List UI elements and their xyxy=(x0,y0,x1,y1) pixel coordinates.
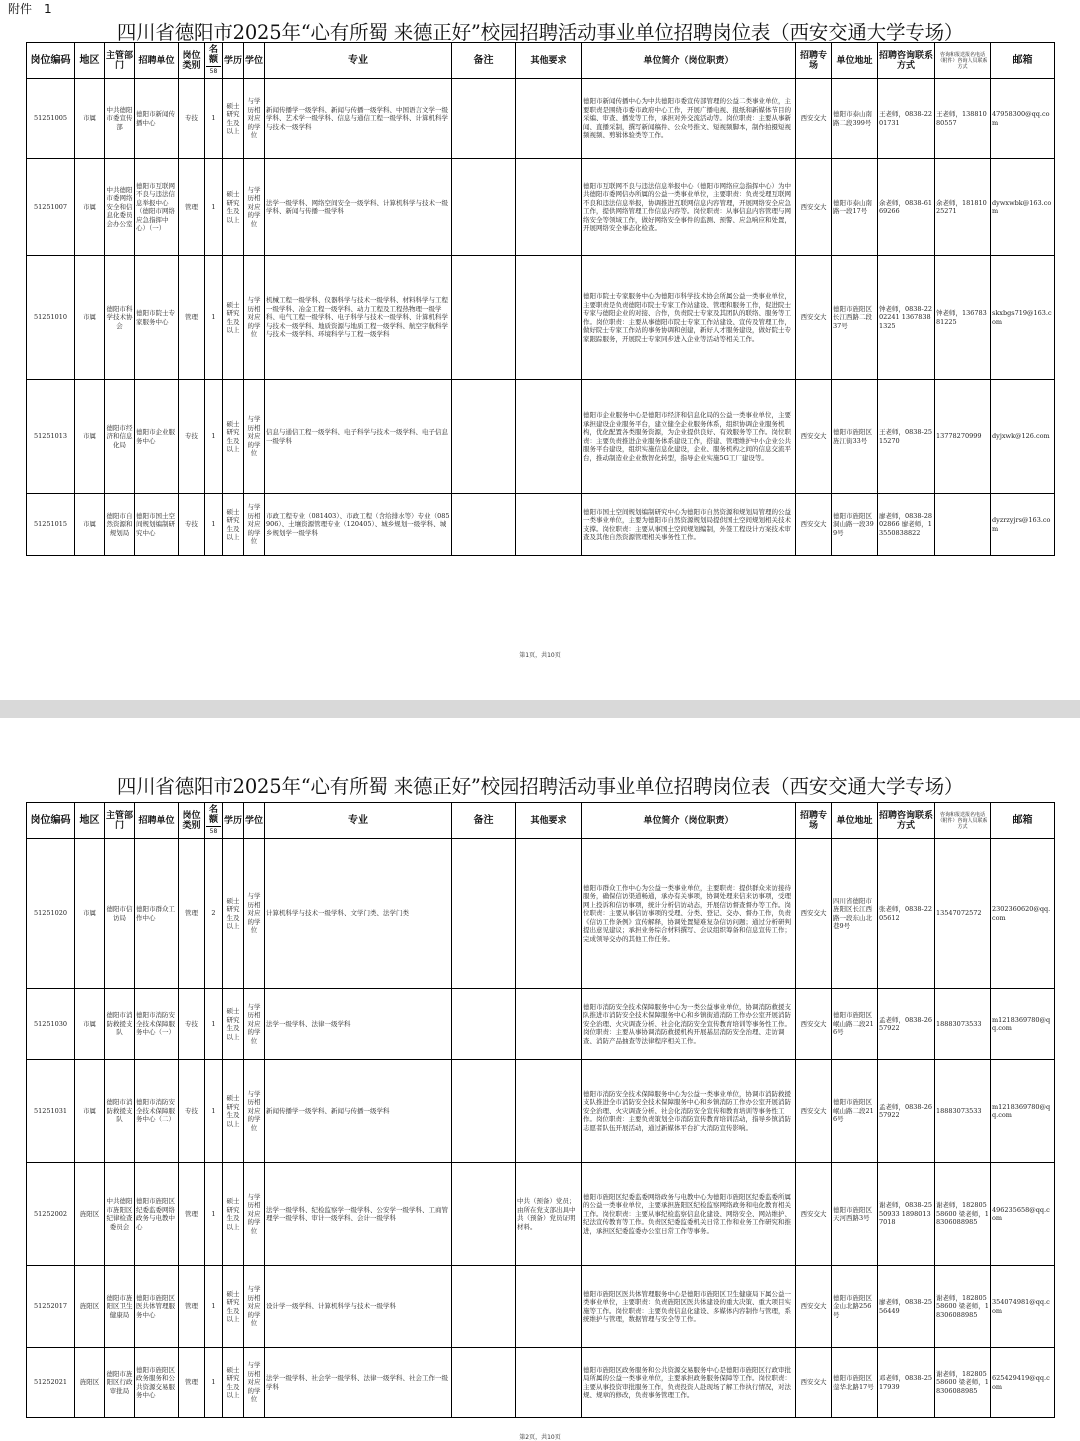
cell-email: 2302360620@qq.com xyxy=(991,839,1055,989)
cell-code: 51252002 xyxy=(27,1163,75,1266)
cell-count: 1 xyxy=(205,159,223,256)
header-signup: 咨询和报送报名电话（附件）咨询人员联系方式 xyxy=(935,43,991,79)
cell-area: 旌阳区 xyxy=(75,1163,105,1266)
cell-other xyxy=(516,159,582,256)
cell-remark xyxy=(452,79,516,159)
cell-edu: 硕士研究生及以上 xyxy=(223,1348,244,1418)
cell-type: 管理 xyxy=(179,1348,205,1418)
cell-intro: 德阳市旌阳区政务服务和公共资源交易服务中心是德阳市旌阳区行政审批局所属的公益一类事业单位，主要承担政务服务保障等工作。岗位职责：主要从事投资审批服务工作，负责投资人赴现场了解工作执行情况，对法规、规章的修改，负责事务管理工作。 xyxy=(582,1348,796,1418)
cell-code: 51251020 xyxy=(27,839,75,989)
cell-area: 市属 xyxy=(75,494,105,556)
cell-unit: 德阳市互联网不良与违法信息举报中心（德阳市网络应急指挥中心）（一） xyxy=(135,159,179,256)
cell-remark xyxy=(452,380,516,494)
cell-intro: 德阳市院士专家服务中心为德阳市科学技术协会所属公益一类事业单位，主要职责是负责德阳市院士专家工作站建设、管理和服务工作，促进院士专家与德阳企业的对接、合作，负责院士专家及其团队的联络、服务等工作。岗位职责：主要从事德阳市院士专家工作站建设、宣传及管理工作，做好院士专家工作站的事务协调和创建，新好人才服务建设，做好院士专家跟踪服务，开展院士专家同步进入企业等活动等相关工作。 xyxy=(582,256,796,380)
header-email: 邮箱 xyxy=(991,43,1055,79)
cell-signup: 余老师，18181025271 xyxy=(935,159,991,256)
cell-signup: 谢老师，18280558600 梁老师，18306088985 xyxy=(935,1266,991,1348)
header-unit: 招聘单位 xyxy=(135,43,179,79)
page-title: 四川省德阳市2025年“心有所蜀 来德正好”校园招聘活动事业单位招聘岗位表（西安交通大学专场） xyxy=(116,775,964,798)
cell-signup: 18883073533 xyxy=(935,1060,991,1163)
header-area: 地区 xyxy=(75,803,105,839)
cell-unit: 德阳市旌阳区纪委监委网络政务与电教中心 xyxy=(135,1163,179,1266)
cell-addr: 德阳市旌阳区岷山路二段216号 xyxy=(832,1060,878,1163)
cell-email: 625429419@qq.com xyxy=(991,1348,1055,1418)
cell-code: 51251010 xyxy=(27,256,75,380)
cell-major: 市政工程专业（081403）、市政工程（含给排水等）专业（085906）、土壤资源管理专业（120405）、城乡规划一级学科、城乡规划学一级学科 xyxy=(265,494,452,556)
header-intro: 单位简介（岗位职责） xyxy=(582,803,796,839)
cell-major: 设计学一级学科、计算机科学与技术一级学科 xyxy=(265,1266,452,1348)
cell-addr: 四川省德阳市旌阳区长江西路一段东山北巷9号 xyxy=(832,839,878,989)
cell-count: 1 xyxy=(205,1348,223,1418)
cell-contact: 孟老师，0838-2657922 xyxy=(878,989,935,1060)
table-row xyxy=(27,839,1055,989)
cell-addr: 德阳市旌阳区岷山路二段216号 xyxy=(832,989,878,1060)
cell-signup: 18883073533 xyxy=(935,989,991,1060)
cell-intro: 德阳市新闻传播中心为中共德阳市委宣传部管理的公益二类事业单位，主要职责是围绕市委市政府中心工作，开展广播电视、报纸和新媒体节目的采编、审查、播发等工作，承担对外交流活动等。岗位职责：主要从事新闻、直播采制，撰写新闻稿件、公众号推文、短视频脚本，制作拍摄短视频视频、剪辑体验类等工作。 xyxy=(582,79,796,159)
cell-major: 计算机科学与技术一级学科、文学门类、法学门类 xyxy=(265,839,452,989)
cell-dept: 中共德阳市委网络安全和信息化委员会办公室 xyxy=(105,159,135,256)
cell-email: dyjxwk@126.com xyxy=(991,380,1055,494)
document-page-2 xyxy=(0,718,1080,1440)
cell-type: 管理 xyxy=(179,1266,205,1348)
cell-session: 西安交大 xyxy=(796,380,832,494)
cell-session: 西安交大 xyxy=(796,494,832,556)
cell-code: 51251005 xyxy=(27,79,75,159)
cell-degree: 与学历相对应的学位 xyxy=(244,1266,265,1348)
cell-area: 市属 xyxy=(75,159,105,256)
cell-dept: 德阳市科学技术协会 xyxy=(105,256,135,380)
cell-type: 管理 xyxy=(179,839,205,989)
cell-other xyxy=(516,1266,582,1348)
cell-remark xyxy=(452,1060,516,1163)
header-addr: 单位地址 xyxy=(832,43,878,79)
cell-signup: 13547072572 xyxy=(935,839,991,989)
cell-contact: 谢老师，0838-2550933 18980137018 xyxy=(878,1163,935,1266)
table-row xyxy=(27,380,1055,494)
cell-session: 西安交大 xyxy=(796,1060,832,1163)
cell-email: 496235658@qq.com xyxy=(991,1163,1055,1266)
cell-unit: 德阳市国土空间规划编制研究中心 xyxy=(135,494,179,556)
table-row xyxy=(27,1348,1055,1418)
cell-intro: 德阳市互联网不良与违法信息举报中心（德阳市网络应急指挥中心）为中共德阳市委网信办所属的公益一类事业单位，主要职责：负责受理互联网不良和违法信息举报，协调推进互联网信息内容管理，开展网络安全应急工作，提供网络管理工作信息内容等。岗位职责：从事信息内容管理与网络安全等领域工作，做好网络安全事件的监测、预警、应急响应和处置，开展网络安全事态化检查。 xyxy=(582,159,796,256)
cell-session: 西安交大 xyxy=(796,839,832,989)
cell-other xyxy=(516,839,582,989)
cell-contact: 孟老师，0838-2657922 xyxy=(878,1060,935,1163)
header-major: 专业 xyxy=(265,43,452,79)
table-row xyxy=(27,1266,1055,1348)
header-degree: 学位 xyxy=(244,43,265,79)
cell-count: 1 xyxy=(205,1163,223,1266)
table-row xyxy=(27,494,1055,556)
cell-email: m1218369780@qq.com xyxy=(991,989,1055,1060)
cell-type: 专技 xyxy=(179,1060,205,1163)
cell-addr: 德阳市旌阳区天河西路3号 xyxy=(832,1163,878,1266)
page-separator xyxy=(0,700,1080,718)
cell-dept: 德阳市信访局 xyxy=(105,839,135,989)
cell-remark xyxy=(452,1266,516,1348)
page-footer: 第1页，共10页 xyxy=(519,652,561,659)
cell-contact: 王老师，0838-2201731 xyxy=(878,79,935,159)
header-unit: 招聘单位 xyxy=(135,803,179,839)
cell-contact: 廖老师，0838-2802866 廖老师，13550838822 xyxy=(878,494,935,556)
cell-count: 1 xyxy=(205,989,223,1060)
cell-edu: 硕士研究生及以上 xyxy=(223,1266,244,1348)
cell-other xyxy=(516,494,582,556)
cell-code: 51251031 xyxy=(27,1060,75,1163)
cell-dept: 德阳市经济和信息化局 xyxy=(105,380,135,494)
cell-code: 51252017 xyxy=(27,1266,75,1348)
cell-signup: 钟老师，13678381225 xyxy=(935,256,991,380)
cell-count: 1 xyxy=(205,380,223,494)
cell-other: 中共（预备）党员；由所在党支部出具中共（预备）党员证明材料。 xyxy=(516,1163,582,1266)
cell-addr: 德阳市旌阳区洞山路一段399号 xyxy=(832,494,878,556)
cell-major: 法学一级学科、法律一级学科 xyxy=(265,989,452,1060)
cell-major: 新闻传播学一级学科、新闻与传播一级学科、中国语言文学一级学科、艺术学一级学科、信息与通信工程一级学科、计算机科学与技术一级学科 xyxy=(265,79,452,159)
cell-major: 信息与通信工程一级学科、电子科学与技术一级学科、电子信息一级学科 xyxy=(265,380,452,494)
cell-degree: 与学历相对应的学位 xyxy=(244,1348,265,1418)
cell-unit: 德阳市群众工作中心 xyxy=(135,839,179,989)
header-dept: 主管部门 xyxy=(105,803,135,839)
cell-edu: 硕士研究生及以上 xyxy=(223,256,244,380)
table-row xyxy=(27,256,1055,380)
cell-code: 51252021 xyxy=(27,1348,75,1418)
cell-contact: 邓老师，0838-2517939 xyxy=(878,1348,935,1418)
cell-edu: 硕士研究生及以上 xyxy=(223,380,244,494)
cell-remark xyxy=(452,1348,516,1418)
cell-contact: 余老师，0838-6169266 xyxy=(878,159,935,256)
cell-edu: 硕士研究生及以上 xyxy=(223,989,244,1060)
header-session: 招聘专场 xyxy=(796,43,832,79)
cell-degree: 与学历相对应的学位 xyxy=(244,839,265,989)
cell-degree: 与学历相对应的学位 xyxy=(244,159,265,256)
header-remark: 备注 xyxy=(452,43,516,79)
cell-other xyxy=(516,1060,582,1163)
header-major: 专业 xyxy=(265,803,452,839)
cell-area: 市属 xyxy=(75,79,105,159)
cell-signup xyxy=(935,494,991,556)
cell-contact: 廖老师，0838-2556449 xyxy=(878,1266,935,1348)
cell-type: 专技 xyxy=(179,79,205,159)
cell-major: 法学一级学科、纪检监察学一级学科、公安学一级学科、工商管理学一级学科、审计一级学科、会计一级学科 xyxy=(265,1163,452,1266)
cell-count: 1 xyxy=(205,79,223,159)
cell-addr: 德阳市旌阳区旌江街33号 xyxy=(832,380,878,494)
header-signup: 咨询和报送报名电话（附件）咨询人员联系方式 xyxy=(935,803,991,839)
cell-email: m1218369780@qq.com xyxy=(991,1060,1055,1163)
header-type: 岗位类别 xyxy=(179,803,205,839)
cell-count: 1 xyxy=(205,494,223,556)
cell-major: 法学一级学科、社会学一级学科、法律一级学科、社会工作一级学科 xyxy=(265,1348,452,1418)
header-email: 邮箱 xyxy=(991,803,1055,839)
cell-major: 新闻传播学一级学科、新闻与传播一级学科 xyxy=(265,1060,452,1163)
cell-signup: 谢老师，18280558600 梁老师，18306088985 xyxy=(935,1348,991,1418)
header-edu: 学历 xyxy=(223,43,244,79)
cell-intro: 德阳市消防安全技术保障服务中心为一类公益事业单位，协调消防救援支队推进市消防安全技术保障服务中心和乡镇街道消防工作办公室开展消防安全治理、火灾调查分析、社会化消防安全宣传教育培训等事务性工作。岗位职责：主要从事协调消防救援机构开展基层消防安全治理、走访调查、消防产品抽查等法律程序相关工作。 xyxy=(582,989,796,1060)
cell-dept: 中共德阳市旌阳区纪律检查委员会 xyxy=(105,1163,135,1266)
table-row xyxy=(27,159,1055,256)
cell-session: 西安交大 xyxy=(796,1163,832,1266)
cell-major: 机械工程一级学科、仪器科学与技术一级学科、材料科学与工程一级学科、冶金工程一级学科、动力工程及工程热物理一级学科、电气工程一级学科、电子科学与技术一级学科、计算机科学与技术一级学科、地质资源与地质工程一级学科、航空宇航科学与技术一级学科、环境科学与工程一级学科 xyxy=(265,256,452,380)
cell-unit: 德阳市企业服务中心 xyxy=(135,380,179,494)
recruitment-table xyxy=(26,802,1055,1418)
cell-type: 管理 xyxy=(179,1163,205,1266)
cell-area: 市属 xyxy=(75,380,105,494)
cell-type: 专技 xyxy=(179,380,205,494)
cell-intro: 德阳市旌阳区医共体管理服务中心是德阳市旌阳区卫生健康局下属公益一类事业单位，主要职责：负责旌阳区医共体建设的重大决策、重大项目实施等工作。岗位职责：主要负责信息化建设、多媒体内容制作与管理，系统维护与管理，数据管理与安全等工作。 xyxy=(582,1266,796,1348)
cell-signup: 谢老师，18280558600 梁老师，18306088985 xyxy=(935,1163,991,1266)
cell-degree: 与学历相对应的学位 xyxy=(244,1060,265,1163)
cell-area: 市属 xyxy=(75,839,105,989)
cell-type: 专技 xyxy=(179,494,205,556)
cell-contact: 钟老师，0838-2202241 13678381325 xyxy=(878,256,935,380)
cell-edu: 硕士研究生及以上 xyxy=(223,1163,244,1266)
cell-addr: 德阳市旌阳区金山北路256号 xyxy=(832,1266,878,1348)
cell-addr: 德阳市泰山南路一段17号 xyxy=(832,159,878,256)
cell-degree: 与学历相对应的学位 xyxy=(244,1163,265,1266)
cell-degree: 与学历相对应的学位 xyxy=(244,79,265,159)
cell-degree: 与学历相对应的学位 xyxy=(244,989,265,1060)
cell-addr: 德阳市泰山南路二段399号 xyxy=(832,79,878,159)
cell-other xyxy=(516,1348,582,1418)
header-count: 名额 58 xyxy=(205,43,223,79)
cell-area: 市属 xyxy=(75,989,105,1060)
cell-remark xyxy=(452,494,516,556)
cell-count: 1 xyxy=(205,256,223,380)
cell-type: 管理 xyxy=(179,256,205,380)
cell-session: 西安交大 xyxy=(796,1266,832,1348)
cell-email: skxbgs719@163.com xyxy=(991,256,1055,380)
cell-unit: 德阳市旌阳区医共体管理服务中心 xyxy=(135,1266,179,1348)
cell-session: 西安交大 xyxy=(796,1348,832,1418)
header-code: 岗位编码 xyxy=(27,803,75,839)
page-title: 四川省德阳市2025年“心有所蜀 来德正好”校园招聘活动事业单位招聘岗位表（西安交通大学专场） xyxy=(116,21,964,44)
cell-email: dywxwbk@163.com xyxy=(991,159,1055,256)
cell-remark xyxy=(452,1163,516,1266)
cell-remark xyxy=(452,839,516,989)
cell-other xyxy=(516,256,582,380)
cell-email: 47958300@qq.com xyxy=(991,79,1055,159)
header-other: 其他要求 xyxy=(516,43,582,79)
cell-dept: 德阳市旌阳区卫生健康局 xyxy=(105,1266,135,1348)
cell-remark xyxy=(452,989,516,1060)
cell-edu: 硕士研究生及以上 xyxy=(223,1060,244,1163)
cell-unit: 德阳市旌阳区政务服务和公共资源交易服务中心 xyxy=(135,1348,179,1418)
header-remark: 备注 xyxy=(452,803,516,839)
header-session: 招聘专场 xyxy=(796,803,832,839)
cell-code: 51251007 xyxy=(27,159,75,256)
cell-session: 西安交大 xyxy=(796,159,832,256)
cell-other xyxy=(516,989,582,1060)
cell-signup: 13778270999 xyxy=(935,380,991,494)
cell-dept: 德阳市消防救援支队 xyxy=(105,989,135,1060)
cell-count: 1 xyxy=(205,1266,223,1348)
cell-dept: 中共德阳市委宣传部 xyxy=(105,79,135,159)
cell-dept: 德阳市旌阳区行政审批局 xyxy=(105,1348,135,1418)
cell-session: 西安交大 xyxy=(796,79,832,159)
document-page-1 xyxy=(0,0,1080,700)
cell-unit: 德阳市新闻传播中心 xyxy=(135,79,179,159)
cell-unit: 德阳市消防安全技术保障服务中心（二） xyxy=(135,1060,179,1163)
cell-edu: 硕士研究生及以上 xyxy=(223,159,244,256)
cell-code: 51251030 xyxy=(27,989,75,1060)
page-footer: 第2页，共10页 xyxy=(519,1434,561,1441)
cell-signup: 王老师，13881080557 xyxy=(935,79,991,159)
cell-unit: 德阳市院士专家服务中心 xyxy=(135,256,179,380)
header-area: 地区 xyxy=(75,43,105,79)
cell-major: 法学一级学科、网络空间安全一级学科、计算机科学与技术一级学科、新闻与传播一级学科 xyxy=(265,159,452,256)
cell-count: 2 xyxy=(205,839,223,989)
cell-degree: 与学历相对应的学位 xyxy=(244,494,265,556)
cell-area: 市属 xyxy=(75,1060,105,1163)
table-row xyxy=(27,989,1055,1060)
header-code: 岗位编码 xyxy=(27,43,75,79)
header-contact: 招聘咨询联系方式 xyxy=(878,803,935,839)
cell-code: 51251015 xyxy=(27,494,75,556)
header-dept: 主管部门 xyxy=(105,43,135,79)
cell-code: 51251013 xyxy=(27,380,75,494)
header-count: 名额 58 xyxy=(205,803,223,839)
cell-intro: 德阳市国土空间规划编制研究中心为德阳市自然资源和规划局管理的公益一类事业单位，主要为德阳市自然资源规划局提供国土空间规划相关技术支撑。岗位职责：主要从事国土空间规划编制，外签工程设计方案技术审查及其他自然资源管理相关事务性工作。 xyxy=(582,494,796,556)
cell-dept: 德阳市自然资源和规划局 xyxy=(105,494,135,556)
cell-intro: 德阳市群众工作中心为公益一类事业单位，主要职责：提供群众来访接待服务，确保信访渠道畅通，承办有关事项，协调处理来信来访事项，受理网上投诉和信访事项，统计分析信访动态，开展信访督查督办等工作。岗位职责：主要从事信访事项的受理、分类、登记、交办、督办工作，负责《信访工作条例》宣传解释，协调处置疑难复杂信访问题；通过分析研判提出意见建议；承担业务综合材料撰写、会议组织筹备和信息宣传工作；完成领导交办的其他工作任务。 xyxy=(582,839,796,989)
cell-contact: 张老师，0838-2205612 xyxy=(878,839,935,989)
cell-edu: 硕士研究生及以上 xyxy=(223,494,244,556)
table-row xyxy=(27,1163,1055,1266)
header-other: 其他要求 xyxy=(516,803,582,839)
cell-dept: 德阳市消防救援支队 xyxy=(105,1060,135,1163)
cell-other xyxy=(516,79,582,159)
header-contact: 招聘咨询联系方式 xyxy=(878,43,935,79)
table-row xyxy=(27,1060,1055,1163)
header-addr: 单位地址 xyxy=(832,803,878,839)
cell-other xyxy=(516,380,582,494)
cell-area: 旌阳区 xyxy=(75,1348,105,1418)
cell-area: 市属 xyxy=(75,256,105,380)
cell-addr: 德阳市旌阳区蓥华北路17号 xyxy=(832,1348,878,1418)
cell-unit: 德阳市消防安全技术保障服务中心（一） xyxy=(135,989,179,1060)
cell-email: dyzrzyjrs@163.com xyxy=(991,494,1055,556)
cell-session: 西安交大 xyxy=(796,989,832,1060)
cell-count: 1 xyxy=(205,1060,223,1163)
cell-type: 管理 xyxy=(179,159,205,256)
cell-edu: 硕士研究生及以上 xyxy=(223,79,244,159)
cell-addr: 德阳市旌阳区长江西路二段37号 xyxy=(832,256,878,380)
header-edu: 学历 xyxy=(223,803,244,839)
recruitment-table xyxy=(26,42,1055,556)
cell-session: 西安交大 xyxy=(796,256,832,380)
cell-edu: 硕士研究生及以上 xyxy=(223,839,244,989)
header-type: 岗位类别 xyxy=(179,43,205,79)
cell-degree: 与学历相对应的学位 xyxy=(244,380,265,494)
cell-remark xyxy=(452,159,516,256)
attachment-label: 附件 1 xyxy=(8,2,52,16)
cell-contact: 王老师，0838-2515270 xyxy=(878,380,935,494)
cell-degree: 与学历相对应的学位 xyxy=(244,256,265,380)
cell-intro: 德阳市消防安全技术保障服务中心为公益一类事业单位，协调市消防救援支队推进全市消防安全技术保障服务中心和乡镇消防工作办公室开展消防安全治理、火灾调查分析、社会化消防安全宣传和教育培训等事务性工作。岗位职责：主要负责策划全市消防宣传教育培训活动，指导乡镇消防志愿者队伍开展活动，通过新媒体平台扩大消防宣传影响。 xyxy=(582,1060,796,1163)
cell-intro: 德阳市旌阳区纪委监委网络政务与电教中心为德阳市旌阳区纪委监委所属的公益一类事业单位，主要承担旌阳区纪检监察网络政务和电化教育相关工作。岗位职责：主要从事纪检监察信息化建设、网络安全、网站维护、纪法宣传教育等工作。负责区纪委监委机关日常工作和业务工作研究和推进，承担区纪委监委办公室日常工作等事务。 xyxy=(582,1163,796,1266)
header-degree: 学位 xyxy=(244,803,265,839)
cell-intro: 德阳市企业服务中心是德阳市经济和信息化局的公益一类事业单位，主要承担建设企业服务平台，建立健全企业服务体系，组织协调企业服务机构，优化配置各类服务资源，为企业提供良好、有效服务等工作。岗位职责：主要负责推进企业服务体系建设工作，搭建、管理维护中小企业公共服务平台建设，组织实施信息化建设，企业、服务机构之间的信息交流平台，推动制造业企业数智化转型，指导企业实施5G工厂建设等。 xyxy=(582,380,796,494)
table-row xyxy=(27,79,1055,159)
header-intro: 单位简介（岗位职责） xyxy=(582,43,796,79)
cell-remark xyxy=(452,256,516,380)
cell-type: 专技 xyxy=(179,989,205,1060)
cell-area: 旌阳区 xyxy=(75,1266,105,1348)
cell-email: 354074981@qq.com xyxy=(991,1266,1055,1348)
